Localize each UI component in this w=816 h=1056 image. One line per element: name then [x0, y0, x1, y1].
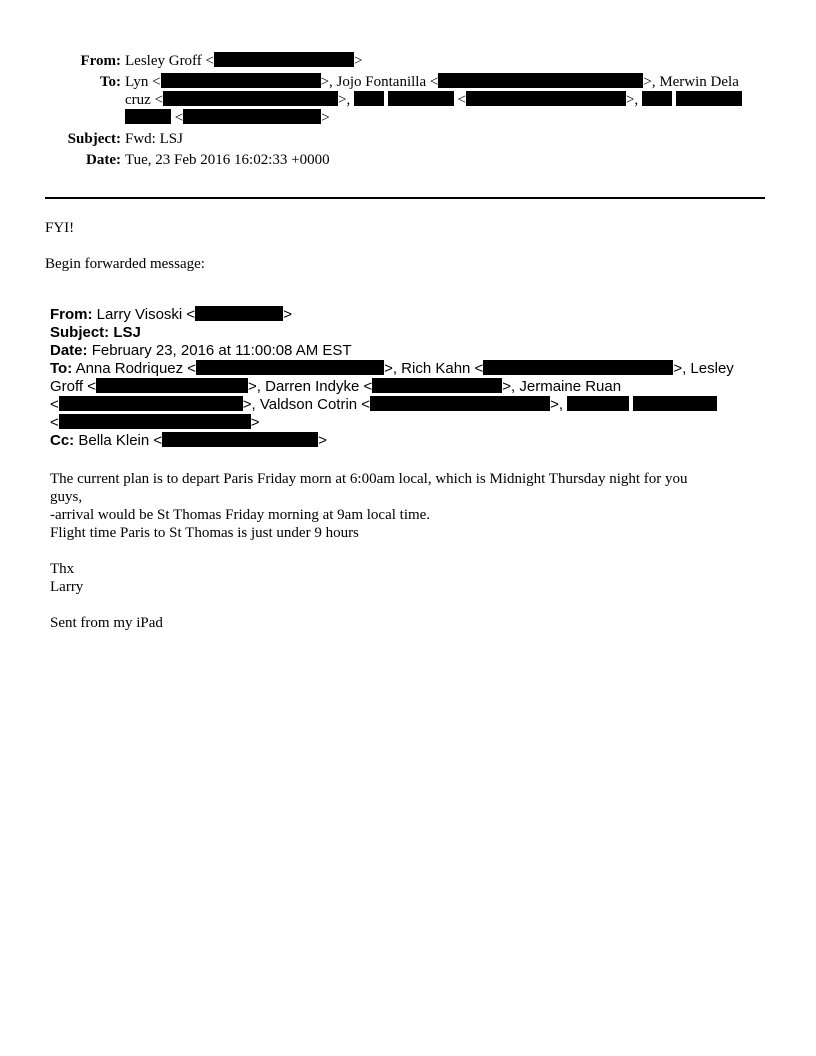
from-value: Lesley Groff < >	[125, 53, 363, 69]
redaction	[633, 396, 717, 411]
redaction	[161, 73, 321, 88]
redaction	[59, 396, 243, 411]
fwd-to-rich: , Rich Kahn	[392, 360, 471, 377]
date-label: Date:	[86, 152, 121, 168]
fwd-date: February 23, 2016 at 11:00:08 AM EST	[91, 342, 352, 359]
to-name-lyn: Lyn	[125, 74, 149, 90]
fyi-text: FYI!	[45, 220, 75, 236]
fwd-from-name: Larry Visoski	[96, 306, 183, 323]
fwd-to-valdson: , Valdson Cotrin	[251, 396, 358, 413]
forwarded-header	[50, 306, 765, 450]
fwd-cc-name: Bella Klein	[78, 432, 150, 449]
email-header	[0, 52, 780, 172]
begin-forwarded-text: Begin forwarded message:	[45, 256, 205, 272]
redaction	[195, 306, 283, 321]
redaction	[196, 360, 384, 375]
message-line: -arrival would be St Thomas Friday morning at 9am local time.	[50, 507, 431, 523]
header-divider	[45, 197, 765, 199]
message-line: guys,	[50, 489, 83, 505]
date-value: Tue, 23 Feb 2016 16:02:33 +0000	[125, 152, 330, 168]
fwd-subject-label: Subject:	[50, 324, 110, 341]
redaction	[125, 109, 171, 124]
fwd-to-darren: , Darren Indyke	[256, 378, 360, 395]
redaction	[163, 91, 338, 106]
redaction	[183, 109, 321, 124]
redaction	[214, 52, 354, 67]
redaction	[370, 396, 550, 411]
redaction	[354, 91, 384, 106]
fwd-to-anna: Anna Rodriquez	[75, 360, 184, 377]
message-line: Flight time Paris to St Thomas is just under 9 hours	[50, 525, 359, 541]
redaction	[466, 91, 626, 106]
closing-thx: Thx	[50, 561, 75, 577]
to-value: Lyn < >, Jojo Fontanilla < >, Merwin Dela cruz < >, < >, < >	[125, 73, 780, 127]
fwd-from-row: From: Larry Visoski < >	[50, 306, 292, 323]
blank-line	[50, 596, 762, 614]
signature: Sent from my iPad	[50, 615, 163, 631]
to-name-jojo: , Jojo Fontanilla	[329, 74, 427, 90]
from-name: Lesley Groff	[125, 53, 202, 69]
redaction	[567, 396, 629, 411]
fwd-to-row: To: Anna Rodriquez < >, Rich Kahn < >, Lesley Groff < >, Darren Indyke < >, Jermaine Ruan < >, Valdson Cotrin < >, < >	[50, 360, 734, 431]
redaction	[162, 432, 318, 447]
fwd-cc-row: Cc: Bella Klein < >	[50, 432, 327, 449]
fwd-subject: LSJ	[113, 324, 141, 341]
to-name-cruz: cruz	[125, 92, 151, 108]
header-to-row	[0, 73, 780, 127]
fwd-to-groff: Groff	[50, 378, 84, 395]
fwd-from-label: From:	[50, 306, 93, 323]
subject-label: Subject:	[67, 131, 121, 147]
redaction	[372, 378, 502, 393]
fwd-to-lesley: , Lesley	[682, 360, 734, 377]
subject-value: Fwd: LSJ	[125, 131, 183, 147]
message-line: The current plan is to depart Paris Friday morn at 6:00am local, which is Midnight Thursday night for you	[50, 471, 688, 487]
fwd-cc-label: Cc:	[50, 432, 75, 449]
header-subject-row	[0, 130, 780, 148]
redaction	[96, 378, 248, 393]
redaction	[388, 91, 454, 106]
fwd-to-jermaine: , Jermaine Ruan	[511, 378, 622, 395]
header-date-row	[0, 151, 780, 169]
header-from-row	[0, 52, 780, 70]
fwd-date-row	[50, 342, 765, 360]
from-label: From:	[80, 53, 121, 69]
redaction	[642, 91, 672, 106]
redaction	[676, 91, 742, 106]
redaction	[483, 360, 673, 375]
message-body	[50, 470, 762, 632]
closing-name: Larry	[50, 579, 84, 595]
blank-line	[50, 542, 762, 560]
fwd-subject-row	[50, 324, 765, 342]
redaction	[438, 73, 643, 88]
to-name-merwin: , Merwin Dela	[651, 74, 739, 90]
fwd-to-label: To:	[50, 360, 73, 377]
redaction	[59, 414, 251, 429]
to-label: To:	[99, 74, 121, 90]
fwd-date-label: Date:	[50, 342, 88, 359]
